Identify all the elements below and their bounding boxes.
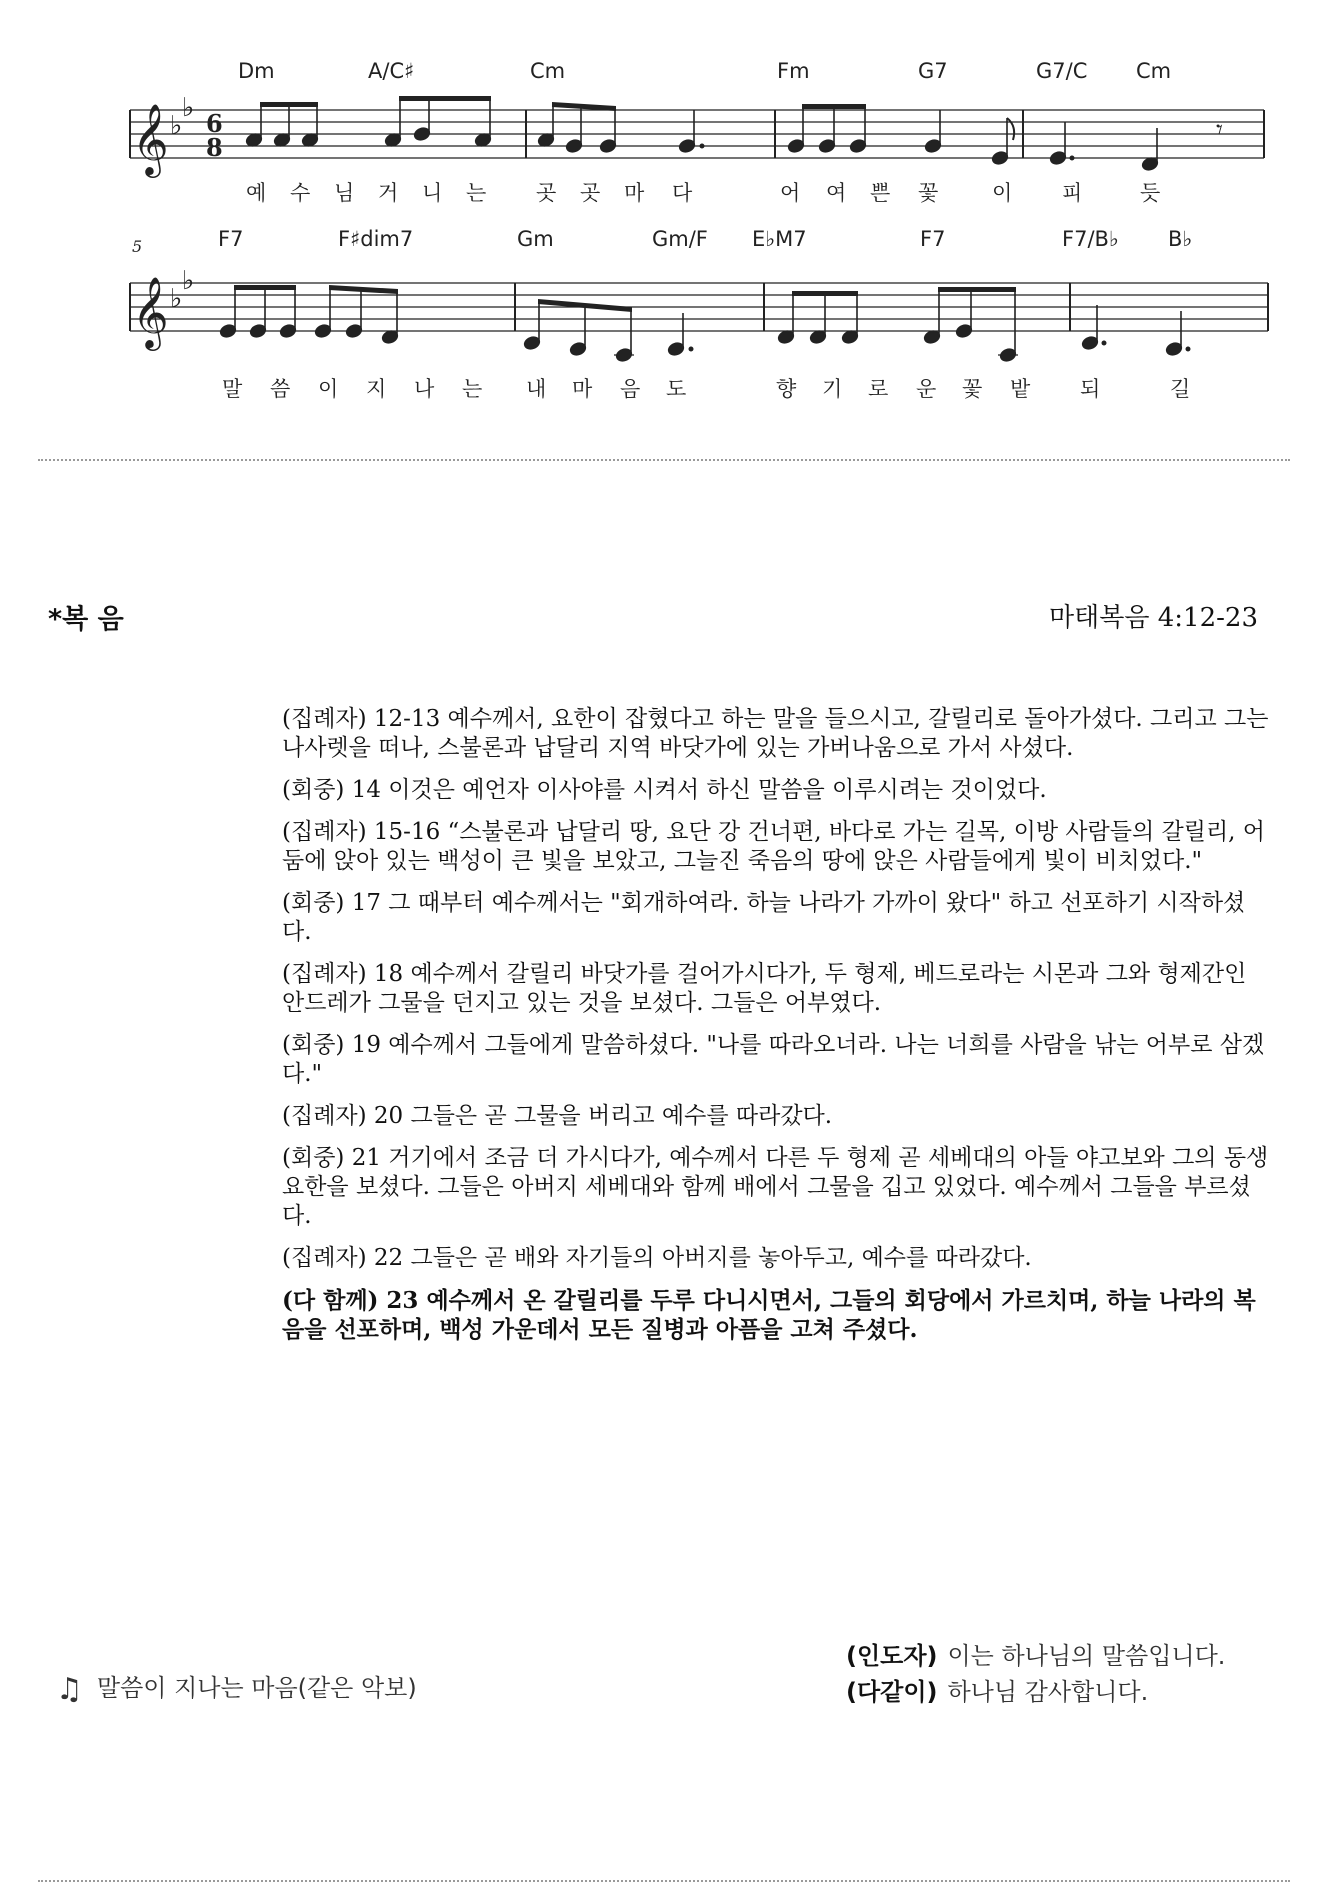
lyric-syllable: 꽃 bbox=[962, 377, 983, 401]
lyric-syllable: 듯 bbox=[1140, 181, 1161, 205]
music-note-icon: ♫ bbox=[56, 1672, 83, 1707]
response-text: 하나님 감사합니다. bbox=[947, 1678, 1149, 1706]
lyric-syllable: 향 bbox=[776, 377, 797, 401]
divider bbox=[38, 459, 1290, 461]
song-title: 말씀이 지나는 마음(같은 악보) bbox=[96, 1674, 417, 1702]
lyric-syllable: 내 bbox=[526, 377, 547, 401]
treble-clef-icon: 𝄞 bbox=[132, 102, 169, 175]
measure-number: 5 bbox=[132, 237, 143, 256]
chord-symbol: G7/C bbox=[1036, 59, 1088, 83]
song-reference bbox=[56, 1668, 417, 1707]
flat-icon: ♭ bbox=[182, 93, 195, 123]
eighth-rest-icon: 𝄾 bbox=[1216, 115, 1223, 145]
response-line bbox=[846, 1674, 1225, 1710]
lyric-syllable: 거 bbox=[378, 181, 399, 205]
chord-symbol: Fm bbox=[777, 59, 810, 83]
lyric-syllable: 기 bbox=[822, 377, 843, 401]
lyric-syllable: 말 bbox=[222, 377, 243, 401]
lyric-syllable: 씀 bbox=[270, 377, 291, 401]
reading-paragraph: (회중) 17 그 때부터 예수께서는 "회개하여라. 하늘 나라가 가까이 왔다" 하고 선포하기 시작하셨다. bbox=[282, 890, 1246, 945]
reading-paragraph-unison: (다 함께) 23 예수께서 온 갈릴리를 두루 다니시면서, 그들의 회당에서 가르치며, 하늘 나라의 복음을 선포하며, 백성 가운데서 모든 질병과 아픔을 고쳐 주셨다. bbox=[282, 1287, 1256, 1343]
scripture-reading bbox=[282, 705, 1274, 1357]
chord-symbol: Dm bbox=[238, 59, 275, 83]
lyric-syllable: 수 bbox=[290, 181, 311, 205]
lyric-syllable: 길 bbox=[1170, 377, 1191, 401]
reading-paragraph: (집례자) 12-13 예수께서, 요한이 잡혔다고 하는 말을 들으시고, 갈릴리로 돌아가셨다. 그리고 그는 나사렛을 떠나, 스불론과 납달리 지역 바닷가에 있는 가버나움으로 가서 사셨다. bbox=[282, 706, 1269, 761]
lyric-syllable: 여 bbox=[826, 181, 847, 205]
time-signature-top: 6 bbox=[206, 109, 223, 138]
lyric-syllable: 는 bbox=[466, 181, 487, 205]
chord-symbol: Cm bbox=[530, 59, 566, 83]
chord-symbol: E♭M7 bbox=[752, 227, 807, 251]
lyric-syllable: 마 bbox=[572, 377, 593, 401]
lyric-syllable: 어 bbox=[780, 181, 801, 205]
speaker-label: (인도자) bbox=[846, 1642, 938, 1670]
lyric-syllable: 피 bbox=[1062, 181, 1083, 205]
flat-icon: ♭ bbox=[182, 266, 195, 296]
lyric-syllable: 밭 bbox=[1010, 377, 1031, 401]
section-title: *복 음 bbox=[48, 604, 124, 635]
response-line bbox=[846, 1638, 1225, 1674]
divider bbox=[38, 1880, 1290, 1882]
chord-symbol: G7 bbox=[918, 59, 948, 83]
lyric-syllable: 로 bbox=[868, 377, 889, 401]
lyric-syllable: 운 bbox=[916, 377, 937, 401]
responsive-reading bbox=[846, 1638, 1225, 1710]
lyric-syllable: 곳 bbox=[536, 181, 557, 205]
response-text: 이는 하나님의 말씀입니다. bbox=[947, 1642, 1226, 1670]
lyric-syllable: 나 bbox=[414, 377, 435, 401]
reading-paragraph: (집례자) 15-16 “스불론과 납달리 땅, 요단 강 건너편, 바다로 가는 길목, 이방 사람들의 갈릴리, 어둠에 앉아 있는 백성이 큰 빛을 보았고, 그늘진 죽음의 땅에 앉은 사람들에게 빛이 비치었다." bbox=[282, 819, 1266, 874]
sheet-music bbox=[0, 0, 1332, 420]
chord-symbol: F♯dim7 bbox=[338, 227, 414, 251]
chord-symbol: B♭ bbox=[1168, 227, 1193, 251]
lyric-syllable: 예 bbox=[246, 181, 267, 205]
lyric-syllable: 꽃 bbox=[918, 181, 939, 205]
lyric-syllable: 마 bbox=[624, 181, 645, 205]
speaker-label: (다같이) bbox=[846, 1678, 938, 1706]
lyric-syllable: 는 bbox=[462, 377, 483, 401]
chord-symbol: F7 bbox=[218, 227, 244, 251]
flat-icon: ♭ bbox=[170, 284, 183, 314]
chord-symbol: Gm/F bbox=[652, 227, 708, 251]
reading-paragraph: (집례자) 20 그들은 곧 그물을 버리고 예수를 따라갔다. bbox=[282, 1103, 833, 1129]
lyric-syllable: 지 bbox=[366, 377, 387, 401]
lyric-syllable: 이 bbox=[992, 181, 1013, 205]
reading-paragraph: (집례자) 18 예수께서 갈릴리 바닷가를 걸어가시다가, 두 형제, 베드로라는 시몬과 그와 형제간인 안드레가 그물을 던지고 있는 것을 보셨다. 그들은 어부였다. bbox=[282, 961, 1247, 1016]
chord-symbol: F7 bbox=[920, 227, 946, 251]
lyric-syllable: 쁜 bbox=[870, 181, 891, 205]
reading-paragraph: (회중) 14 이것은 예언자 이사야를 시켜서 하신 말씀을 이루시려는 것이었다. bbox=[282, 777, 1047, 803]
chord-symbol: Gm bbox=[517, 227, 554, 251]
lyric-syllable: 이 bbox=[318, 377, 339, 401]
lyric-syllable: 되 bbox=[1080, 377, 1101, 401]
chord-symbol: A/C♯ bbox=[368, 59, 415, 83]
lyric-syllable: 도 bbox=[666, 377, 687, 401]
lyric-syllable: 다 bbox=[672, 181, 693, 205]
chord-symbol: F7/B♭ bbox=[1062, 227, 1119, 251]
lyric-syllable: 님 bbox=[334, 181, 355, 205]
treble-clef-icon: 𝄞 bbox=[132, 275, 169, 348]
reading-paragraph: (집례자) 22 그들은 곧 배와 자기들의 아버지를 놓아두고, 예수를 따라갔다. bbox=[282, 1245, 1032, 1271]
lyric-syllable: 곳 bbox=[580, 181, 601, 205]
chord-symbol: Cm bbox=[1136, 59, 1172, 83]
scripture-reference: 마태복음 4:12-23 bbox=[1049, 603, 1258, 633]
lyric-syllable: 음 bbox=[620, 377, 641, 401]
time-signature-bottom: 8 bbox=[206, 133, 223, 162]
lyric-syllable: 니 bbox=[422, 181, 443, 205]
reading-paragraph: (회중) 19 예수께서 그들에게 말씀하셨다. "나를 따라오너라. 나는 너희를 사람을 낚는 어부로 삼겠다." bbox=[282, 1032, 1265, 1087]
flat-icon: ♭ bbox=[170, 111, 183, 141]
reading-paragraph: (회중) 21 거기에서 조금 더 가시다가, 예수께서 다른 두 형제 곧 세베대의 아들 야고보와 그의 동생 요한을 보셨다. 그들은 아버지 세베대와 함께 배에서 그물을 깁고 있었다. 예수께서 그들을 부르셨다. bbox=[282, 1145, 1269, 1229]
